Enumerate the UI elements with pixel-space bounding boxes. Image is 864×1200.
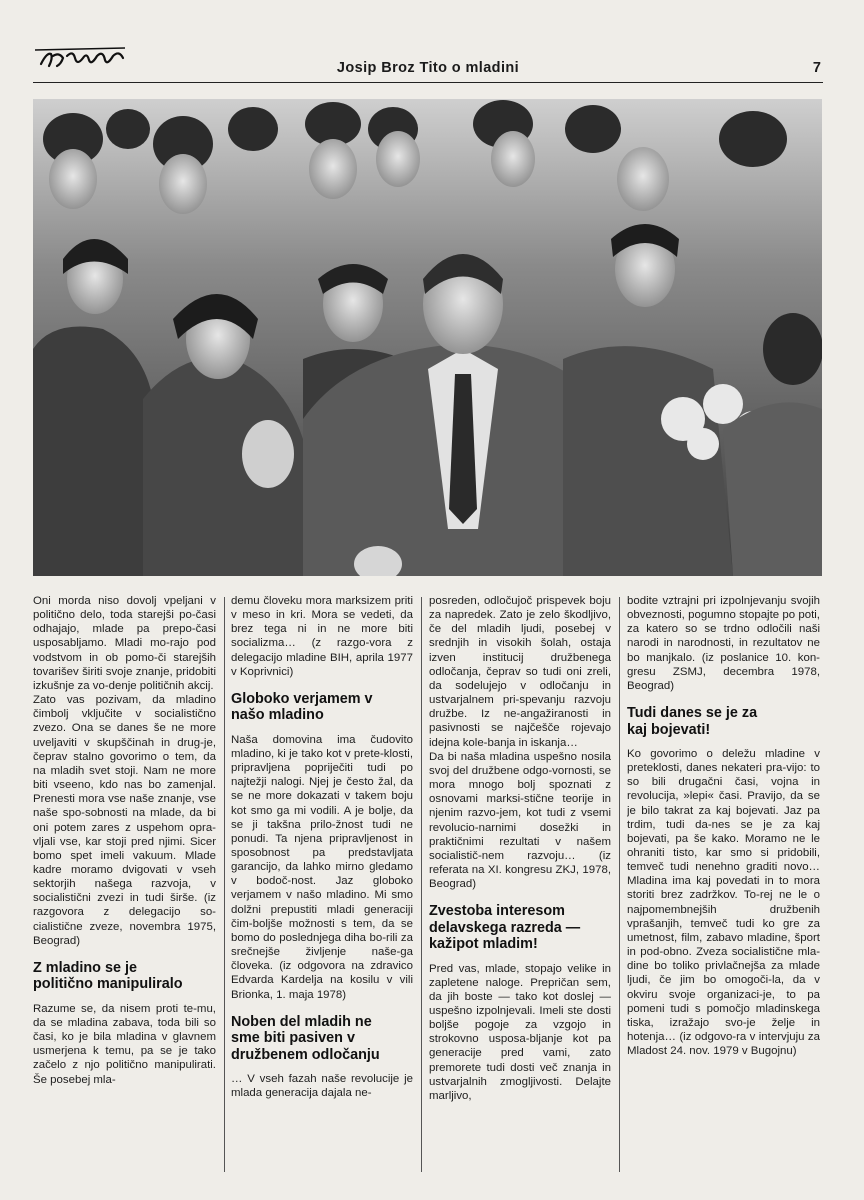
section-heading: Z mladino se je politično manipuliralo	[33, 959, 183, 993]
paragraph: posreden, odločujoč prispevek boju za napredek. Zato je zelo škodljivo, če del mladih ljudi, posebej v srednjih in visokih šolah, ostaja izven institucij družbenega odločanja, čeprav so tudi oni zreli, da sodelujejo v odločanju in ustvarjalnem pri-spevanju razvoju družbe. Iz ne-angažiranosti in pasivnosti se najčešče rojevajo idejna kole-banja in iskanja…	[429, 595, 611, 749]
column-1	[33, 594, 216, 1179]
paragraph: Pred vas, mlade, stopajo velike in zapletene naloge. Prepričan sem, da jih boste — tako kot doslej — uspešno izpolnjevali. Imeli ste dosti boljše pogoje za vzgojo in strokovno usposa-bljanje kot pa generacije pred vami, zato premorete tudi dosti več znanja in ustvarjalnih zmogljivosti. Delajte marljivo,	[429, 962, 611, 1102]
running-title: Josip Broz Tito o mladini	[336, 60, 520, 76]
paragraph: bodite vztrajni pri izpolnjevanju svojih obveznosti, pogumno stopajte po poti, za katero so se trdno odločili naši narodi in narodnosti, in rezultatov ne bo manjkalo. (iz poslanice 10. kon-gresu ZSMJ, decembra 1978, Beograd)	[627, 595, 820, 692]
paragraph: Razume se, da nisem proti te-mu, da se mladina zabava, toda bili so časi, ko je bila mladina v glavnem usmerjena k temu, pa se je tako začelo z njo politično manipulirati. Še posebej mla-	[33, 1002, 216, 1086]
page-header	[33, 40, 823, 84]
page-number: 7	[812, 60, 821, 76]
column-divider	[619, 597, 620, 1172]
header-rule	[33, 82, 823, 83]
crowd-photo	[33, 99, 822, 576]
section-heading: Zvestoba interesom delavskega razreda — kažipot mladim!	[429, 903, 581, 953]
column-divider	[224, 597, 225, 1172]
section-heading: Globoko verjamem v našo mladino	[231, 690, 373, 724]
column-3	[429, 594, 611, 1179]
column-divider	[421, 597, 422, 1172]
paragraph: Naša domovina ima čudovito mladino, ki je tako kot v prete-klosti, pripravljena popriječiti tudi po najtežji nalogi. Njej je često žal, da se ne more dokazati v takem boju kot smo ga mi vodili. A je bolje, da se ji takšna prilo-žnost tudi ne ponudi. Ta njena pripravljenost in sposobnost pa predstavljata garancijo, da lahko mirno gledamo v bodoč-nost. Jaz globoko verjamem v našo mladino. Mi smo dolžni prepustiti mladi generaciji čim-boljše možnosti s tem, da se bomo do poslednjega diha bo-rili za srečnejše življenje naše-ga človeka. (iz odgovora na zdravico Edvarda Kardelja na kosilu v vili Brionka, 1. maja 1978)	[231, 733, 413, 1001]
column-2	[231, 594, 413, 1179]
paragraph: Oni morda niso dovolj vpeljani v politično delo, toda starejši po-časi odhajajo, mlade pa prepo-časi usposabljamo. Mladi mo-rajo pod vodstvom in ob pomo-či starejših tovarišev širiti svoje znanje, pridobiti izkušnje za vo-denje političnih akcij.	[33, 595, 216, 692]
paragraph: Ko govorimo o deležu mladine v preteklosti, danes nekateri pra-vijo: to so bili drugačni časi, vojna in revolucija, »lepi« časi. Pravijo, da se je bilo takrat za kaj bojevati. Jaz pa trdim, tudi da-nes se je za kaj bojevati, pa še kako. Moramo ne le ohraniti tisto, kar smo si pridobili, temveč tudi nenehno graditi novo… Mladina ima kaj povedati in to mora storiti brez zadržkov. To-rej ne le o najpomembnejših družbenih vprašanjih, temveč tudi ko gre za umetnost, film, zabavo mladine, šport in pod-obno. Zveza socialistične mla-dine bo toliko privlačnejša za mlade ljudi, če jim bo omogoči-la, da v okviru svoje organizaci-je, to pa pomeni tudi s pomočjo mladinskega tiska, izražajo svo-je želje in hotenja… (iz odgovo-ra v intervjuju za Mladost 24. nov. 1979 v Bugojnu)	[627, 747, 820, 1058]
column-4	[627, 594, 820, 1179]
paragraph: Zato vas pozivam, da mladino čimbolj vključite v socialistično zvezo. Ona se danes še ne more uveljaviti v skupščinah in drug-je, čeprav stalno govorimo o tem, da na mladih svet stoji. Nam ne more biti vseeno, kdo nas bo zamenjal. Prenesti mora vse naše znanje, vse naše spo-sobnosti na mlade, da bi oni potem zares z uspehom opra-vljali vse, kar stoji pred njimi. Sicer bomo spet imeli vakuum. Mlade kadre moramo dvigovati v vseh sektorjih našega razvoja, v socialistični zvezi in tudi širše. (iz razgovora z delegacijo so-cialistične zveze, novembra 1975, Beograd)	[33, 694, 216, 947]
paragraph: demu človeku mora marksizem priti v meso in kri. Mora se vedeti, da brez tega ni in ne more biti socializma… (z razgo-vora z delegacijo mladine BIH, aprila 1977 v Koprivnici)	[231, 595, 413, 678]
paragraph: … V vseh fazah naše revolucije je mlada generacija dajala ne-	[231, 1072, 413, 1100]
section-heading: Noben del mladih ne sme biti pasiven v družbenem odločanju	[231, 1013, 380, 1063]
section-heading: Tudi danes se je za kaj bojevati!	[627, 705, 758, 738]
paragraph: Da bi naša mladina uspešno nosila svoj del družbene odgo-vornosti, se mora mnogo bolj spoznati z osnovami marksi-stične teorije in njenim razvo-jem, kot tudi z vsemi revolucio-narnimi dosežki in praktičnimi rezultati v našem socialistič-nem razvoju… (iz referata na XI. kongresu ZKJ, 1978, Beograd)	[429, 750, 611, 891]
